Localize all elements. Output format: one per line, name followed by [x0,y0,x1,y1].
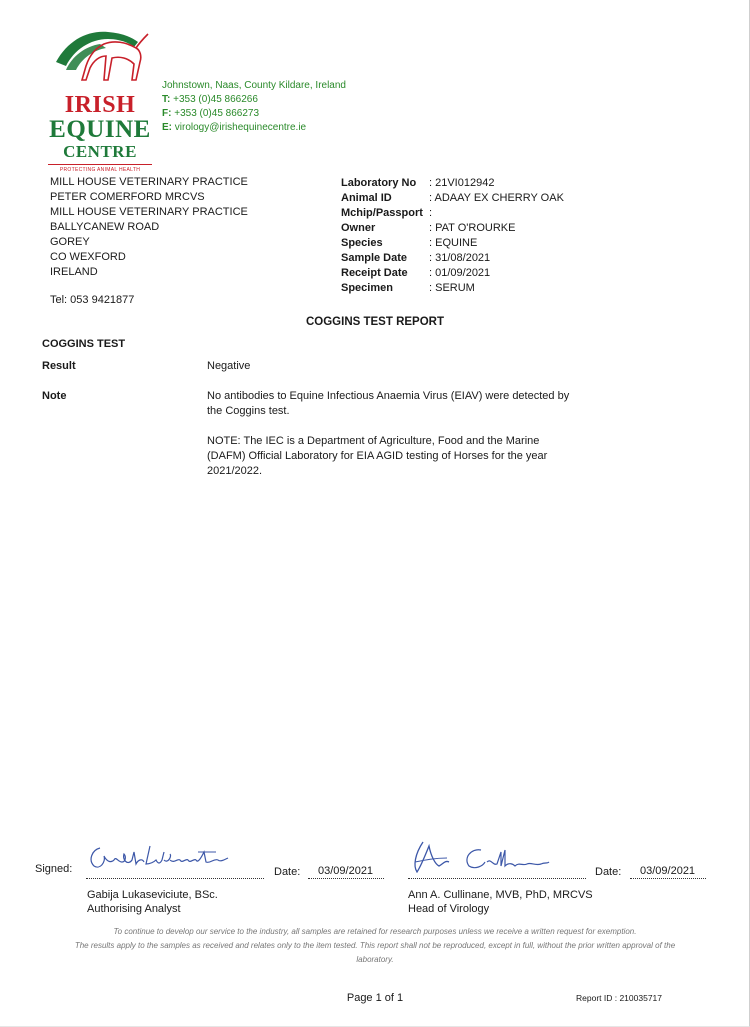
irish-equine-centre-logo [48,22,152,173]
detail-row: Animal ID : ADAAY EX CHERRY OAK [341,192,564,204]
date-label-right: Date: [595,866,622,878]
detail-row: Receipt Date : 01/09/2021 [341,267,491,279]
date-right: 03/09/2021 [640,865,696,877]
recipient-address [50,175,248,280]
note-text-dafm: NOTE: The IEC is a Department of Agriculture, Food and the Marine (DAFM) Official Laboratory for EIA AGID testing of Horses for the year 2021/2022. [207,435,548,477]
address-line: CO WEXFORD [50,251,126,263]
address-line: BALLYCANEW ROAD [50,221,160,233]
detail-row: Owner : PAT O'ROURKE [341,222,516,234]
page-number: Page 1 of 1 [346,992,404,1004]
contact-block [162,79,346,135]
horse-emblem-icon [48,22,152,88]
date-label-left: Date: [274,866,301,878]
detail-row: Species : EQUINE [341,237,478,249]
fax-line: F: +353 (0)45 866273 [162,108,260,119]
note-label: Note [42,390,67,402]
address-line: MILL HOUSE VETERINARY PRACTICE [50,206,248,218]
signed-label: Signed: [35,863,73,875]
signature-scribble-right [405,836,565,876]
logo-word-equine: EQUINE [49,116,151,143]
logo-tagline: PROTECTING ANIMAL HEALTH [48,164,152,173]
note-text: No antibodies to Equine Infectious Anaemia Virus (EIAV) were detected by the Coggins test. [207,390,570,417]
signer-left-name: Gabija Lukaseviciute, BSc. [87,889,218,901]
detail-row: Mchip/Passport : [341,207,433,219]
address-line: MILL HOUSE VETERINARY PRACTICE [50,176,248,188]
detail-row: Specimen : SERUM [341,282,475,294]
date-line-left [308,878,384,879]
signature-scribble-left [86,838,236,874]
result-value: Negative [207,360,251,372]
signer-right-role: Head of Virology [408,903,490,915]
address-line: GOREY [50,236,90,248]
signature-line-right [408,878,586,879]
email-line[interactable]: E: virology@irishequinecentre.ie [162,122,307,133]
date-left: 03/09/2021 [318,865,374,877]
signature-line-left [86,878,264,879]
signature-right [405,836,565,876]
phone-line: T: +353 (0)45 866266 [162,94,258,105]
disclaimer [70,925,680,967]
recipient-tel: Tel: 053 9421877 [50,294,135,306]
signer-right-name: Ann A. Cullinane, MVB, PhD, MRCVS [408,889,593,901]
logo-word-centre: CENTRE [63,142,137,161]
signer-left-role: Authorising Analyst [87,903,181,915]
report-id: Report ID : 210035717 [576,993,663,1003]
result-label: Result [42,360,76,372]
lab-address: Johnstown, Naas, County Kildare, Ireland [162,80,346,91]
disclaimer-line-1: To continue to develop our service to the industry, all samples are retained for research purposes unless we receive a written request for exemption. [113,927,637,936]
detail-row: Sample Date : 31/08/2021 [341,252,491,264]
section-heading: COGGINS TEST [42,338,126,350]
address-line: IRELAND [50,266,98,278]
logo-word-irish: IRISH [64,92,136,118]
sample-details [341,176,564,296]
disclaimer-line-2: The results apply to the samples as received and relates only to the item tested. This report shall not be reproduced, except in full, without the prior written approval of the laboratory. [74,941,676,964]
signature-left [86,838,236,874]
date-line-right [630,878,706,879]
address-line: PETER COMERFORD MRCVS [50,191,205,203]
report-title: COGGINS TEST REPORT [305,316,444,328]
detail-row: Laboratory No : 21VI012942 [341,177,495,189]
